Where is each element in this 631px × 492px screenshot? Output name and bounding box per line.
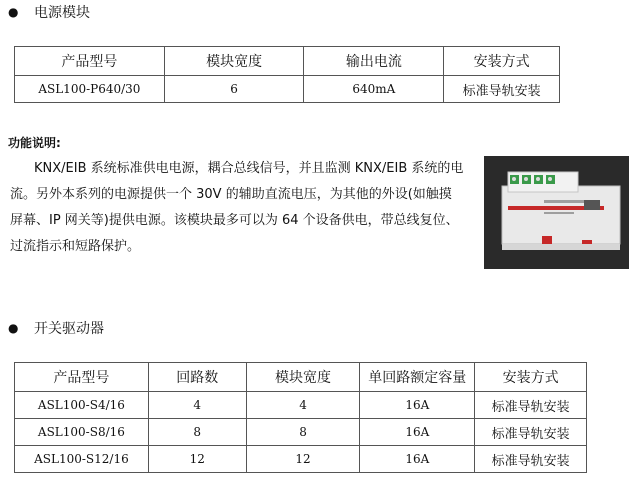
cell-circuits: 4: [148, 392, 246, 419]
header-width: 模块宽度: [164, 47, 304, 76]
cell-install: 标准导轨安装: [475, 446, 587, 473]
cell-output-current: 640mA: [304, 76, 444, 103]
description-line: 过流指示和短路保护。: [10, 239, 141, 254]
cell-model: ASL100-S12/16: [15, 446, 149, 473]
table-header-row: [15, 363, 587, 392]
cell-width: 12: [246, 446, 360, 473]
header-model: 产品型号: [15, 363, 149, 392]
cell-width: 4: [246, 392, 360, 419]
cell-width: 8: [246, 419, 360, 446]
switch-actuator-table: [14, 362, 587, 473]
section-title-power-module: 电源模块: [34, 5, 90, 21]
description-line: KNX/EIB 系统标准供电电源，耦合总线信号，并且监测 KNX/EIB 系统的电: [34, 161, 464, 176]
header-width: 模块宽度: [246, 363, 360, 392]
bullet-icon: ●: [8, 321, 19, 335]
power-module-table: [14, 46, 560, 103]
bullet-icon: ●: [8, 5, 19, 19]
cell-circuits: 12: [148, 446, 246, 473]
cell-model: ASL100-P640/30: [15, 76, 165, 103]
cell-model: ASL100-S4/16: [15, 392, 149, 419]
cell-rated-capacity: 16A: [360, 392, 475, 419]
cell-install: 标准导轨安装: [475, 419, 587, 446]
table-row: [15, 446, 587, 473]
cell-rated-capacity: 16A: [360, 419, 475, 446]
table-row: [15, 76, 560, 103]
section-title-switch-actuator: 开关驱动器: [34, 321, 104, 337]
table-header-row: [15, 47, 560, 76]
header-install: 安装方式: [444, 47, 560, 76]
header-circuits: 回路数: [148, 363, 246, 392]
cell-rated-capacity: 16A: [360, 446, 475, 473]
function-title: 功能说明:: [8, 136, 61, 150]
cell-circuits: 8: [148, 419, 246, 446]
product-photo: [484, 156, 629, 269]
header-model: 产品型号: [15, 47, 165, 76]
header-rated-capacity: 单回路额定容量: [360, 363, 475, 392]
header-install: 安装方式: [475, 363, 587, 392]
cell-width: 6: [164, 76, 304, 103]
table-row: [15, 392, 587, 419]
description-line: 屏幕、IP 网关等)提供电源。该模块最多可以为 64 个设备供电，带总线复位、: [10, 213, 459, 228]
description-line: 流。另外本系列的电源提供一个 30V 的辅助直流电压，为其他的外设(如触摸: [10, 187, 452, 202]
table-row: [15, 419, 587, 446]
cell-install: 标准导轨安装: [475, 392, 587, 419]
function-description: [10, 156, 480, 260]
cell-model: ASL100-S8/16: [15, 419, 149, 446]
cell-install: 标准导轨安装: [444, 76, 560, 103]
power-supply-module-image: [484, 156, 629, 269]
header-output-current: 输出电流: [304, 47, 444, 76]
